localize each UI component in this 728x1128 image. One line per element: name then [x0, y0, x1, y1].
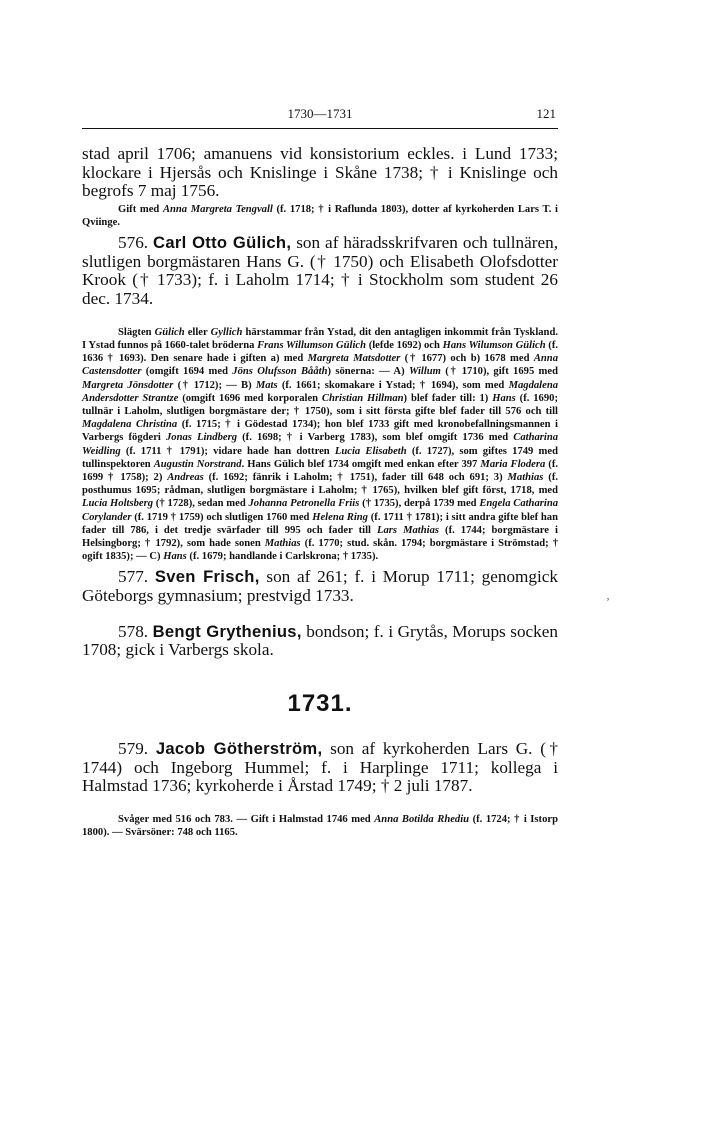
page-number: 121 — [536, 106, 556, 121]
entry-576-note: Slägten Gülich eller Gyllich härstammar från Ystad, dit den antagligen inkommit från Tyskland. I Ystad funnos på 1660-talet bröderna Frans Willumson Gülich (lefde 1692) och Hans Wilumson Gülich (f. 1636 † 1693). Den senare hade i giften a) med Margreta Matsdotter († 1677) och b) 1678 med Anna Castensdotter (omgift 1694 med Jöns Olufsson Bååth) sönerna: — A) Willum († 1710), gift 1695 med Margreta Jönsdotter († 1712); — B) Mats (f. 1661; skomakare i Ystad; † 1694), som med Magdalena Andersdotter Strantze (omgift 1696 med korporalen Christian Hillman) blef fader till: 1) Hans (f. 1690; tullnär i Laholm, slutligen borgmästare der; † 1750), som i sitt första gifte blef fader till 576 och till Magdalena Christina (f. 1715; † i Gödestad 1734); hon blef 1733 gift med kronobefallningsmannen i Varbergs fögderi Jonas Lindberg (f. 1698; † i Varberg 1783), som blef omgift 1736 med Catharina Weidling (f. 1711 † 1791); vidare hade han dottren Lucia Elisabeth (f. 1727), som giftes 1749 med tullinspektoren Augustin Norstrand. Hans Gülich blef 1734 omgift med enkan efter 397 Maria Flodera (f. 1699 † 1758); 2) Andreas (f. 1692; fänrik i Laholm; † 1751), fader till 648 och 691; 3) Mathias (f. posthumus 1695; rådman, slutligen borgmästare i Laholm; † 1765), hvilken blef gift först, 1718, med Lucia Holtsberg († 1728), sedan med Johanna Petronella Friis († 1735), derpå 1739 med Engela Catharina Corylander (f. 1719 † 1759) och slutligen 1760 med Helena Ring (f. 1711 † 1781); i sitt andra gifte blef han fader till 786, i det tredje svärfader till 995 och fader till Lars Mathias (f. 1744; borgmästare i Helsingborg; † 1792), som hade sonen Mathias (f. 1770; stud. skån. 1794; borgmästare i Strömstad; † ogift 1835); — C) Hans (f. 1679; handlande i Carlskrona; † 1735). — [82, 326, 559, 563]
year-heading: 1731. — [287, 689, 353, 717]
entry-name: Jacob Götherström, — [155, 738, 323, 758]
entry-576: 576. Carl Otto Gülich, son af häradsskrifvaren och tullnären, slutligen borgmästaren Hans G. († 1750) och Elisabeth Olofsdotter Krook († 1733); f. i Laholm 1714; † i Stockholm som student 26 dec. 1734. — [82, 233, 558, 308]
entry-name: Carl Otto Gülich, — [153, 233, 292, 253]
entry-number: 579. — [118, 738, 149, 758]
entry-579: 579. Jacob Götherström, son af kyrkoherden Lars G. († 1744) och Ingeborg Hummel; f. i Harplinge 1711; kollega i Halmstad 1736; kyrkoherde i Årstad 1749; † 2 juli 1787. — [82, 738, 559, 796]
page-body — [82, 145, 558, 842]
entry-578: 578. Bengt Grythenius, bondson; f. i Grytås, Morups socken 1708; gick i Varbergs skola. — [82, 621, 558, 660]
entry-number: 576. — [118, 233, 149, 253]
header-year-range: 1730—1731 — [287, 106, 353, 121]
entry-name: Bengt Grythenius, — [152, 621, 302, 641]
entry-577: 577. Sven Frisch, son af 261; f. i Morup 1711; genomgick Göteborgs gymnasium; prestvigd 1733. — [82, 567, 558, 605]
header-rule — [82, 128, 558, 129]
margin-mark: ‚ — [606, 588, 610, 602]
entry-575-note: Gift med Anna Margreta Tengvall (f. 1718; † i Raflunda 1803), dotter af kyrkoherden Lars T. i Qviinge. — [82, 203, 558, 228]
entry-name: Sven Frisch, — [154, 567, 260, 587]
entry-number: 578. — [118, 621, 149, 641]
entry-575-continuation: stad april 1706; amanuens vid konsistorium eckles. i Lund 1733; klockare i Hjersås och Knislinge i Skåne 1738; † i Knislinge och begrofs 7 maj 1756. — [82, 144, 558, 201]
entry-579-note: Svåger med 516 och 783. — Gift i Halmstad 1746 med Anna Botilda Rhediu (f. 1724; † i Istorp 1800). — Svärsöner: 748 och 1165. — [82, 813, 558, 839]
entry-number: 577. — [118, 567, 149, 587]
running-header — [82, 104, 558, 124]
